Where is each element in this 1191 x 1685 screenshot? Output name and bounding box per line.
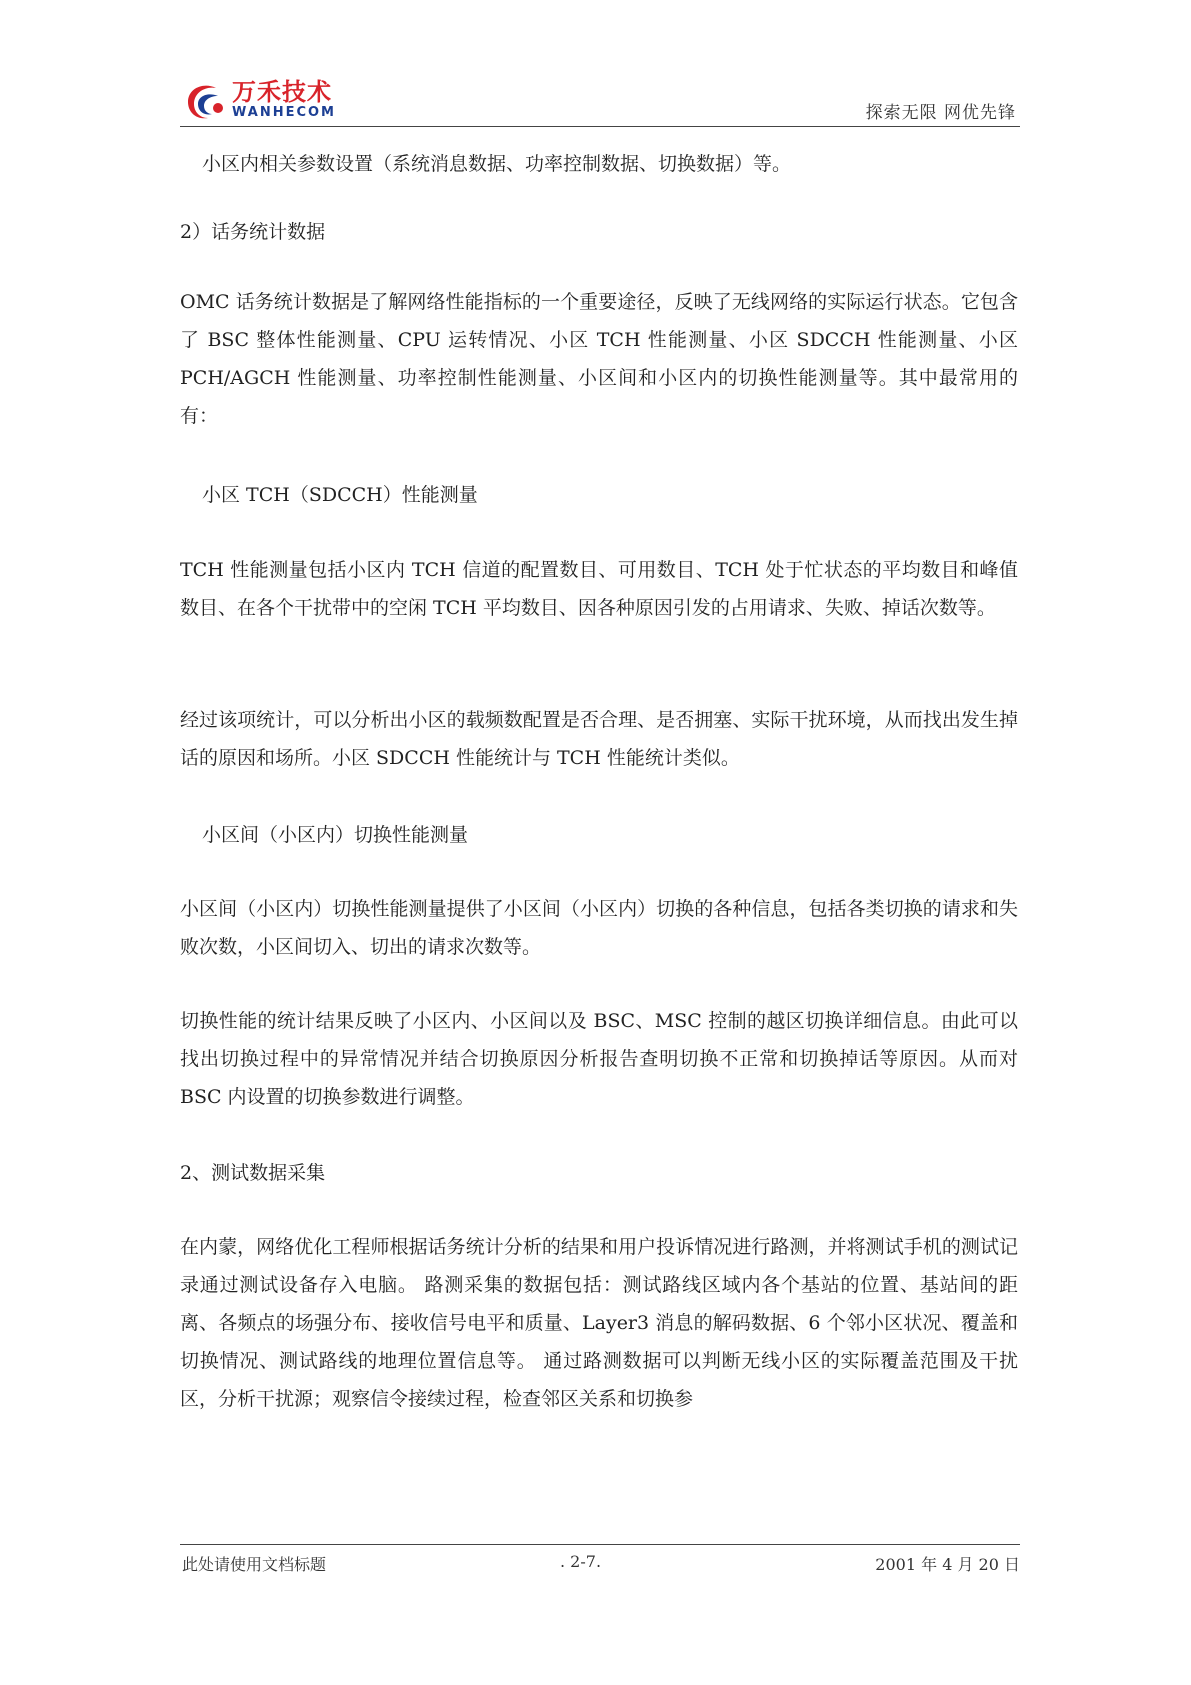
section-heading: 2）话务统计数据	[180, 221, 326, 243]
wanhecom-logo-icon	[180, 78, 228, 124]
footer-document-title: 此处请使用文档标题	[182, 1555, 327, 1574]
logo-english-name: WANHECOM	[232, 105, 336, 120]
page-header	[180, 78, 1020, 128]
section-heading: 2、测试数据采集	[180, 1162, 326, 1184]
header-slogan: 探索无限 网优先锋	[865, 103, 1016, 123]
logo-text	[232, 78, 336, 120]
subsection-heading: 小区间（小区内）切换性能测量	[202, 824, 469, 846]
footer-page-number: . 2-7.	[560, 1552, 602, 1571]
paragraph: 切换性能的统计结果反映了小区内、小区间以及 BSC、MSC 控制的越区切换详细信息。由此可以找出切换过程中的异常情况并结合切换原因分析报告查明切换不正常和切换掉话等原因。从而对 BSC 内设置的切换参数进行调整。	[180, 1010, 1018, 1108]
subsection-heading: 小区 TCH（SDCCH）性能测量	[202, 484, 478, 506]
header-divider	[180, 126, 1020, 127]
paragraph: TCH 性能测量包括小区内 TCH 信道的配置数目、可用数目、TCH 处于忙状态的平均数目和峰值数目、在各个干扰带中的空闲 TCH 平均数目、因各种原因引发的占用请求、失败、掉话次数等。	[180, 559, 1018, 619]
paragraph: 小区内相关参数设置（系统消息数据、功率控制数据、切换数据）等。	[202, 153, 792, 175]
logo-chinese-name: 万禾技术	[232, 78, 332, 106]
paragraph: OMC 话务统计数据是了解网络性能指标的一个重要途径，反映了无线网络的实际运行状态。它包含了 BSC 整体性能测量、CPU 运转情况、小区 TCH 性能测量、小区 SDCCH 性能测量、小区 PCH/AGCH 性能测量、功率控制性能测量、小区间和小区内的切换性能测量等。其中最常用的有：	[180, 291, 1018, 427]
page-footer	[180, 1552, 1020, 1578]
footer-date: 2001 年 4 月 20 日	[875, 1555, 1020, 1574]
paragraph: 小区间（小区内）切换性能测量提供了小区间（小区内）切换的各种信息，包括各类切换的请求和失败次数，小区间切入、切出的请求次数等。	[180, 898, 1018, 958]
paragraph: 经过该项统计，可以分析出小区的载频数配置是否合理、是否拥塞、实际干扰环境，从而找出发生掉话的原因和场所。小区 SDCCH 性能统计与 TCH 性能统计类似。	[180, 709, 1018, 769]
paragraph: 在内蒙，网络优化工程师根据话务统计分析的结果和用户投诉情况进行路测，并将测试手机的测试记录通过测试设备存入电脑。 路测采集的数据包括：测试路线区域内各个基站的位置、基站间的距离、各频点的场强分布、接收信号电平和质量、Layer3 消息的解码数据、6 个邻小区状况、覆盖和切换情况、测试路线的地理位置信息等。 通过路测数据可以判断无线小区的实际覆盖范围及干扰区，分析干扰源；观察信令接续过程，检查邻区关系和切换参	[180, 1236, 1018, 1410]
footer-divider	[180, 1544, 1020, 1545]
company-logo	[180, 78, 340, 124]
